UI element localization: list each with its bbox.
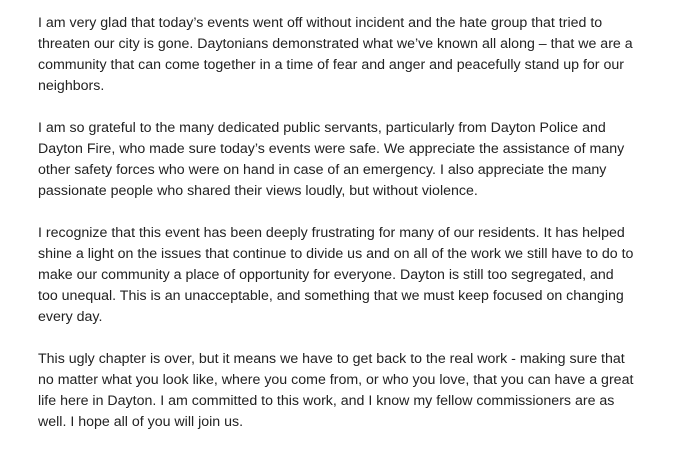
- paragraph-2: [38, 118, 688, 202]
- text-line: Dayton Fire, who made sure today’s events were safe. We appreciate the assistance of many: [38, 141, 625, 157]
- text-line: I recognize that this event has been deeply frustrating for many of our residents. It has helped: [38, 225, 625, 241]
- paragraph-4: [38, 349, 688, 433]
- text-line: every day.: [38, 309, 103, 325]
- text-line: I am so grateful to the many dedicated public servants, particularly from Dayton Police and: [38, 120, 606, 136]
- text-line: I am very glad that today’s events went off without incident and the hate group that tried to: [38, 15, 603, 31]
- text-line: passionate people who shared their views loudly, but without violence.: [38, 183, 478, 199]
- text-line: This ugly chapter is over, but it means we have to get back to the real work - making sure that: [38, 351, 625, 367]
- text-line: other safety forces who were on hand in case of an emergency. I also appreciate the many: [38, 162, 607, 178]
- text-line: neighbors.: [38, 78, 105, 94]
- text-line: too unequal. This is an unacceptable, and something that we must keep focused on changing: [38, 288, 624, 304]
- paragraph-1: [38, 13, 688, 97]
- text-line: life here in Dayton. I am committed to this work, and I know my fellow commissioners are as: [38, 393, 615, 409]
- text-line: threaten our city is gone. Daytonians demonstrated what we’ve known all along – that we are a: [38, 36, 633, 52]
- text-line: community that can come together in a time of fear and anger and peacefully stand up for our: [38, 57, 624, 73]
- paragraph-3: [38, 223, 688, 328]
- document-body: [38, 13, 688, 454]
- text-line: well. I hope all of you will join us.: [38, 414, 244, 430]
- text-line: no matter what you look like, where you come from, or who you love, that you can have a great: [38, 372, 634, 388]
- text-line: make our community a place of opportunity for everyone. Dayton is still too segregated, and: [38, 267, 614, 283]
- text-line: shine a light on the issues that continue to divide us and on all of the work we still have to do to: [38, 246, 634, 262]
